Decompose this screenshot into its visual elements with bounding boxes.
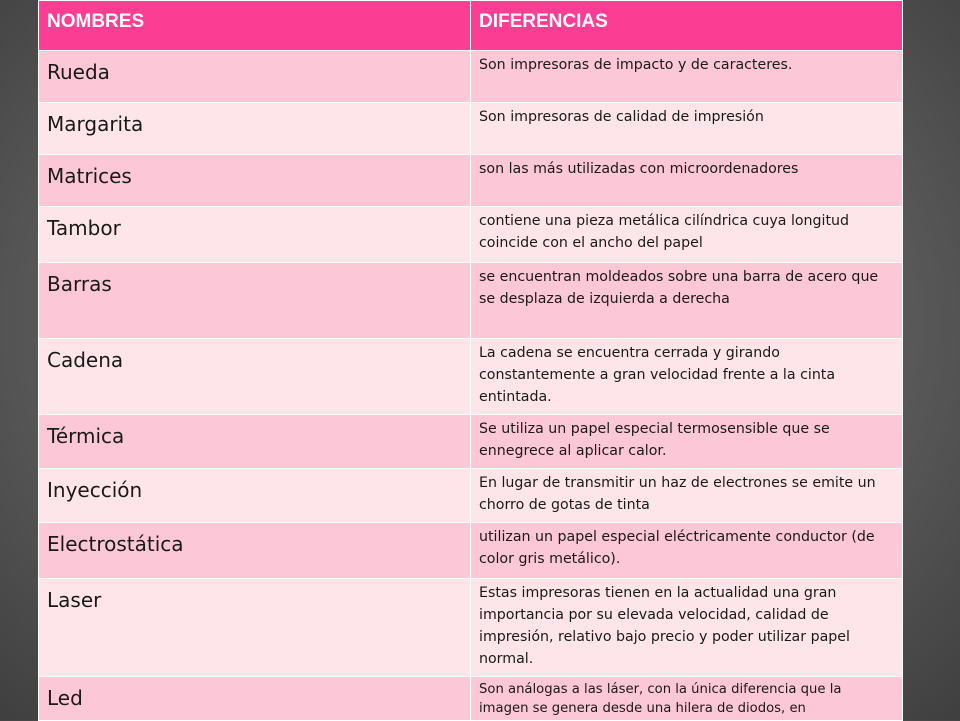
row-name: Matrices: [39, 155, 471, 207]
table-row: [39, 207, 903, 263]
table-row: [39, 579, 903, 677]
row-description: se encuentran moldeados sobre una barra de acero que se desplaza de izquierda a derecha: [471, 263, 903, 339]
row-description: utilizan un papel especial eléctricamente conductor (de color gris metálico).: [471, 523, 903, 579]
row-name: Rueda: [39, 51, 471, 103]
table-row: [39, 469, 903, 523]
row-name: Barras: [39, 263, 471, 339]
row-name: Cadena: [39, 339, 471, 415]
row-description: Son análogas a las láser, con la única diferencia que la imagen se genera desde una hilera de diodos, en: [471, 677, 903, 721]
row-description: Son impresoras de calidad de impresión: [471, 103, 903, 155]
row-name: Tambor: [39, 207, 471, 263]
row-description: contiene una pieza metálica cilíndrica cuya longitud coincide con el ancho del papel: [471, 207, 903, 263]
table-row: [39, 51, 903, 103]
row-name: Electrostática: [39, 523, 471, 579]
row-description: Se utiliza un papel especial termosensible que se ennegrece al aplicar calor.: [471, 415, 903, 469]
printer-types-table: [38, 0, 903, 721]
row-description: Son impresoras de impacto y de caracteres.: [471, 51, 903, 103]
table-row: [39, 155, 903, 207]
table-row: [39, 415, 903, 469]
row-description: En lugar de transmitir un haz de electrones se emite un chorro de gotas de tinta: [471, 469, 903, 523]
row-name: Inyección: [39, 469, 471, 523]
row-description: son las más utilizadas con microordenadores: [471, 155, 903, 207]
row-description: Estas impresoras tienen en la actualidad una gran importancia por su elevada velocidad, calidad de impresión, relativo bajo precio y poder utilizar papel normal.: [471, 579, 903, 677]
table-header-row: [39, 1, 903, 51]
table-row: [39, 263, 903, 339]
row-name: Laser: [39, 579, 471, 677]
table-row: [39, 103, 903, 155]
table-row: [39, 523, 903, 579]
header-nombres: NOMBRES: [39, 1, 471, 51]
row-name: Térmica: [39, 415, 471, 469]
header-diferencias: DIFERENCIAS: [471, 1, 903, 51]
row-name: Led: [39, 677, 471, 721]
row-description: La cadena se encuentra cerrada y girando constantemente a gran velocidad frente a la cinta entintada.: [471, 339, 903, 415]
row-name: Margarita: [39, 103, 471, 155]
table-row: [39, 339, 903, 415]
table-row: [39, 677, 903, 721]
